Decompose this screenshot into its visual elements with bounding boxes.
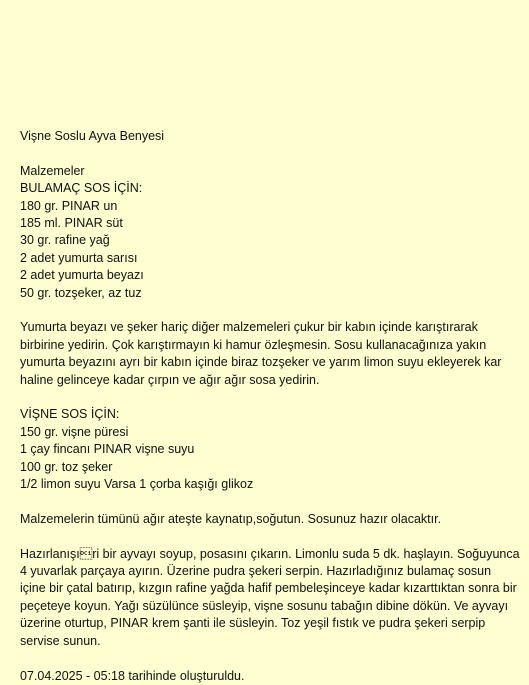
- preparation-text: Hazırlanışıri bir ayvayı soyup, posasını çıkarın. Limonlu suda 5 dk. haşlayın. Soğuyunca 4 yuvarlak parçaya ayırın. Üzerine pudra şekeri serpin. Hazırladığınız bulamaç sosun içine bir çatal batırıp, kızgın rafine yağda hafif pembeleşinceye kadar kızarttıktan sonra bir peçeteye koyun. Yağı süzülünce süsleyip, vişne sosunu tabağın dibine dökün. Ve ayvayı üzerine oturtup, PINAR krem şanti ile süsleyin. Toz yeşil fıstık ve pudra şekeri serpip servise sunun.: [20, 546, 520, 648]
- ingredients-heading: Malzemeler: [20, 163, 85, 178]
- batter-sauce-heading: BULAMAÇ SOS İÇİN:: [20, 181, 143, 196]
- recipe-document: [20, 128, 520, 685]
- spacer: [20, 528, 520, 545]
- ingredient-item: 180 gr. PINAR un: [20, 198, 118, 213]
- cherry-sauce-heading: VİŞNE SOS İÇİN:: [20, 407, 120, 422]
- recipe-title: Vişne Soslu Ayva Benyesi: [20, 129, 165, 143]
- ingredient-item: 2 adet yumurta beyazı: [20, 268, 144, 283]
- spacer: [20, 302, 520, 319]
- spacer: [20, 650, 520, 667]
- spacer: [20, 145, 520, 162]
- ingredient-item: 2 adet yumurta sarısı: [20, 250, 138, 265]
- ingredient-item: 100 gr. toz şeker: [20, 459, 113, 474]
- ingredient-item: 30 gr. rafine yağ: [20, 233, 110, 248]
- spacer: [20, 389, 520, 406]
- batter-sauce-instructions: Yumurta beyazı ve şeker hariç diğer malzemeleri çukur bir kabın içinde karıştırarak birbirine yedirin. Çok karıştırmayın ki hamur özleşmesin. Sosu kullanacağınıza yakın yumurta beyazını ayrı bir kabın içinde biraz tozşeker ve yarım limon suyu ekleyerek kar haline gelinceye kadar çırpın ve ağır ağır sosa yedirin.: [20, 320, 502, 387]
- ingredient-item: 50 gr. tozşeker, az tuz: [20, 285, 142, 300]
- spacer: [20, 493, 520, 510]
- cherry-sauce-instructions: Malzemelerin tümünü ağır ateşte kaynatıp,soğutun. Sosunuz hazır olacaktır.: [20, 511, 442, 526]
- ingredient-item: 1/2 limon suyu Varsa 1 çorba kaşığı glikoz: [20, 477, 254, 492]
- ingredient-item: 185 ml. PINAR süt: [20, 216, 123, 231]
- ingredient-item: 1 çay fincanı PINAR vişne suyu: [20, 442, 195, 457]
- created-timestamp: 07.04.2025 - 05:18 tarihinde oluşturuldu.: [20, 668, 245, 683]
- ingredient-item: 150 gr. vişne püresi: [20, 424, 129, 439]
